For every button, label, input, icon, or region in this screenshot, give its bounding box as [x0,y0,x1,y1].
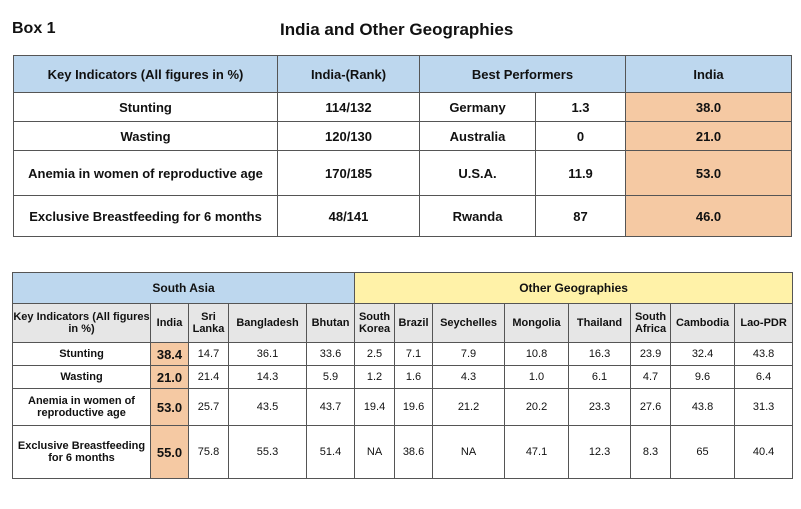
india-ranking-table [13,55,792,237]
value-cell: 51.4 [307,426,355,479]
value-cell: 27.6 [631,389,671,426]
country-cell: U.S.A. [420,151,536,196]
value-cell: 1.6 [395,366,433,389]
col-header-brazil: Brazil [395,304,433,343]
india-value-cell: 53.0 [626,151,792,196]
value-cell: 9.6 [671,366,735,389]
india-value-cell: 55.0 [151,426,189,479]
indicator-cell: Wasting [14,122,278,151]
value-cell: 6.1 [569,366,631,389]
value-cell: 38.6 [395,426,433,479]
col-header-india: India [151,304,189,343]
indicator-cell: Stunting [13,343,151,366]
value-cell: 14.3 [229,366,307,389]
col-header-lao-pdr: Lao-PDR [735,304,793,343]
value-cell: 55.3 [229,426,307,479]
best-value-cell: 0 [536,122,626,151]
value-cell: 14.7 [189,343,229,366]
india-value-cell: 38.0 [626,93,792,122]
india-value-cell: 21.0 [151,366,189,389]
value-cell: NA [355,426,395,479]
value-cell: 31.3 [735,389,793,426]
indicator-cell: Anemia in women of reproductive age [13,389,151,426]
box-label: Box 1 [12,20,56,37]
best-value-cell: 87 [536,196,626,237]
table-row [13,366,793,389]
table-row [14,93,792,122]
value-cell: 4.7 [631,366,671,389]
best-value-cell: 11.9 [536,151,626,196]
value-cell: 36.1 [229,343,307,366]
table-row [13,426,793,479]
col-header-indicator: Key Indicators (All figures in %) [13,304,151,343]
rank-cell: 48/141 [278,196,420,237]
t1-header-indicator: Key Indicators (All figures in %) [14,56,278,93]
rank-cell: 120/130 [278,122,420,151]
value-cell: 32.4 [671,343,735,366]
t1-header-best: Best Performers [420,56,626,93]
india-value-cell: 53.0 [151,389,189,426]
value-cell: 43.5 [229,389,307,426]
value-cell: 16.3 [569,343,631,366]
table-row [13,343,793,366]
indicator-cell: Anemia in women of reproductive age [14,151,278,196]
value-cell: 1.2 [355,366,395,389]
india-value-cell: 21.0 [626,122,792,151]
value-cell: 10.8 [505,343,569,366]
value-cell: 19.6 [395,389,433,426]
value-cell: NA [433,426,505,479]
rank-cell: 114/132 [278,93,420,122]
t1-header-rank: India-(Rank) [278,56,420,93]
india-value-cell: 38.4 [151,343,189,366]
value-cell: 7.1 [395,343,433,366]
t1-header-india: India [626,56,792,93]
value-cell: 6.4 [735,366,793,389]
col-header-south-korea: South Korea [355,304,395,343]
value-cell: 47.1 [505,426,569,479]
col-header-sri-lanka: Sri Lanka [189,304,229,343]
value-cell: 2.5 [355,343,395,366]
south-asia-group-header: South Asia [13,273,355,304]
value-cell: 40.4 [735,426,793,479]
rank-cell: 170/185 [278,151,420,196]
indicator-cell: Stunting [14,93,278,122]
col-header-bhutan: Bhutan [307,304,355,343]
country-cell: Australia [420,122,536,151]
value-cell: 65 [671,426,735,479]
value-cell: 33.6 [307,343,355,366]
col-header-cambodia: Cambodia [671,304,735,343]
indicator-cell: Exclusive Breastfeeding for 6 months [14,196,278,237]
table-row [13,389,793,426]
indicator-cell: Exclusive Breastfeeding for 6 months [13,426,151,479]
value-cell: 43.8 [671,389,735,426]
value-cell: 43.8 [735,343,793,366]
value-cell: 19.4 [355,389,395,426]
value-cell: 21.4 [189,366,229,389]
col-header-seychelles: Seychelles [433,304,505,343]
value-cell: 20.2 [505,389,569,426]
col-header-mongolia: Mongolia [505,304,569,343]
value-cell: 12.3 [569,426,631,479]
other-geographies-group-header: Other Geographies [355,273,793,304]
col-header-thailand: Thailand [569,304,631,343]
col-header-south-africa: South Africa [631,304,671,343]
value-cell: 4.3 [433,366,505,389]
col-header-bangladesh: Bangladesh [229,304,307,343]
regional-comparison-table [12,272,793,479]
value-cell: 7.9 [433,343,505,366]
value-cell: 5.9 [307,366,355,389]
value-cell: 43.7 [307,389,355,426]
value-cell: 8.3 [631,426,671,479]
india-value-cell: 46.0 [626,196,792,237]
table-row [14,196,792,237]
value-cell: 75.8 [189,426,229,479]
table-row [14,122,792,151]
indicator-cell: Wasting [13,366,151,389]
value-cell: 23.3 [569,389,631,426]
best-value-cell: 1.3 [536,93,626,122]
value-cell: 1.0 [505,366,569,389]
page-title: India and Other Geographies [280,20,514,39]
country-cell: Rwanda [420,196,536,237]
table-row [14,151,792,196]
value-cell: 21.2 [433,389,505,426]
country-cell: Germany [420,93,536,122]
value-cell: 23.9 [631,343,671,366]
value-cell: 25.7 [189,389,229,426]
